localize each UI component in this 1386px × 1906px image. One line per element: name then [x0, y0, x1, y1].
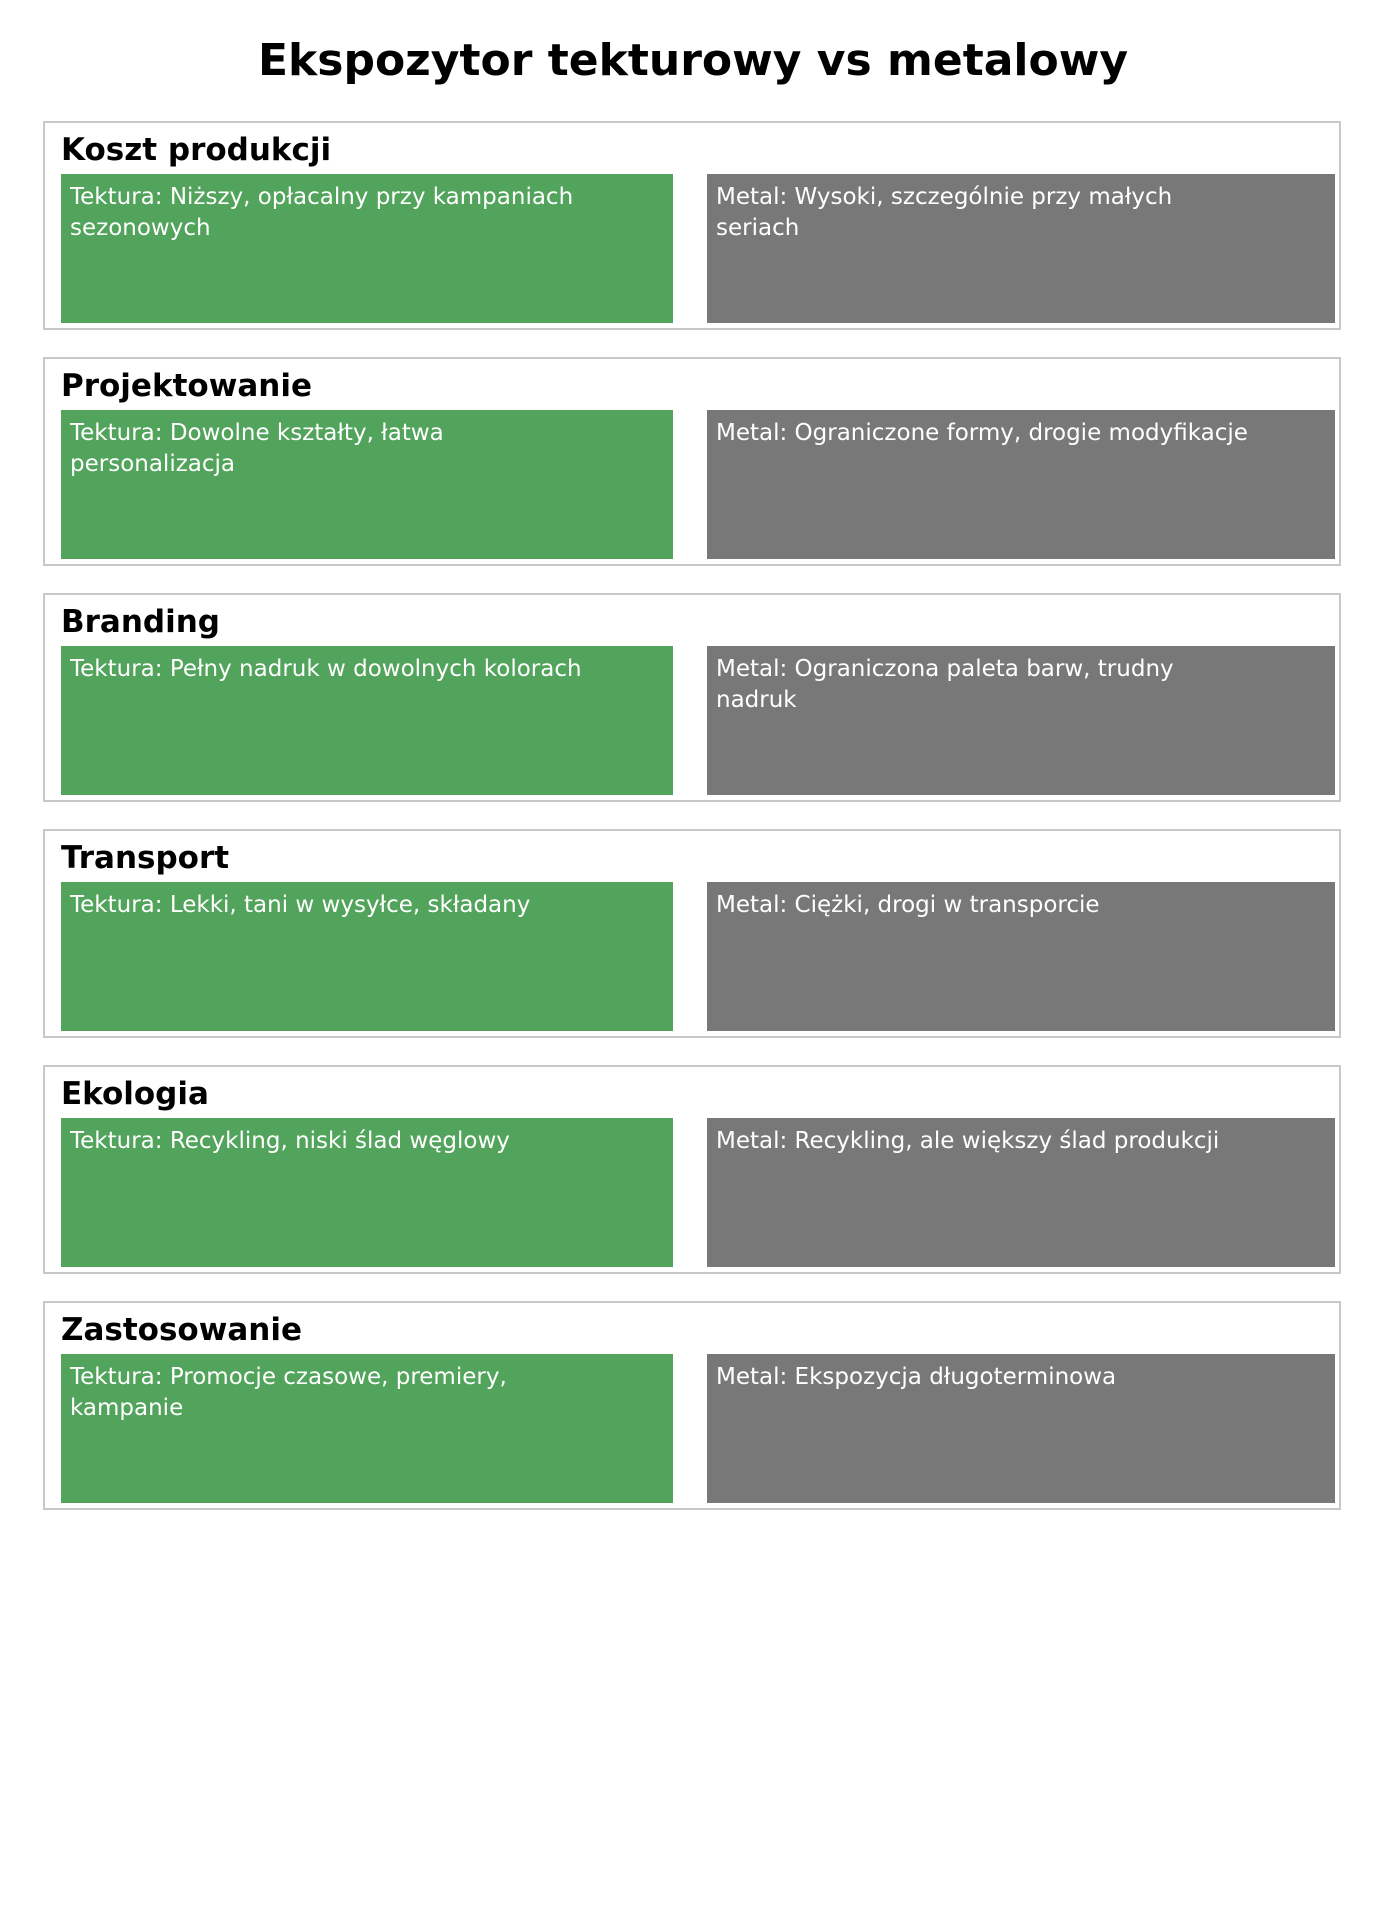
tektura-text: Tektura: Lekki, tani w wysyłce, składany — [70, 892, 531, 918]
tektura-text: Tektura: Promocje czasowe, premiery, kampanie — [70, 1364, 507, 1421]
section-ekologia — [43, 1065, 1341, 1274]
comparison-sections — [43, 121, 1341, 1537]
tektura-text: Tektura: Dowolne kształty, łatwa personalizacja — [70, 420, 444, 477]
metal-text: Metal: Ekspozycja długoterminowa — [716, 1364, 1117, 1390]
section-heading: Koszt produkcji — [61, 132, 332, 168]
section-heading: Ekologia — [61, 1076, 209, 1112]
tektura-box — [61, 1118, 673, 1267]
section-heading: Transport — [61, 840, 230, 876]
tektura-text: Tektura: Recykling, niski ślad węglowy — [70, 1128, 510, 1154]
section-koszt-produkcji — [43, 121, 1341, 330]
tektura-box — [61, 646, 673, 795]
metal-text: Metal: Recykling, ale większy ślad produkcji — [716, 1128, 1220, 1154]
tektura-text: Tektura: Pełny nadruk w dowolnych kolorach — [70, 656, 582, 682]
tektura-box — [61, 882, 673, 1031]
metal-text: Metal: Ograniczone formy, drogie modyfikacje — [716, 420, 1248, 446]
section-zastosowanie — [43, 1301, 1341, 1510]
metal-text: Metal: Wysoki, szczególnie przy małych seriach — [716, 184, 1173, 241]
metal-box — [707, 1354, 1335, 1503]
tektura-box — [61, 1354, 673, 1503]
metal-text: Metal: Ograniczona paleta barw, trudny nadruk — [716, 656, 1174, 713]
metal-box — [707, 410, 1335, 559]
metal-box — [707, 174, 1335, 323]
metal-text: Metal: Ciężki, drogi w transporcie — [716, 892, 1100, 918]
section-transport — [43, 829, 1341, 1038]
tektura-box — [61, 410, 673, 559]
section-branding — [43, 593, 1341, 802]
metal-box — [707, 1118, 1335, 1267]
section-heading: Branding — [61, 604, 220, 640]
tektura-box — [61, 174, 673, 323]
section-heading: Projektowanie — [61, 368, 312, 404]
tektura-text: Tektura: Niższy, opłacalny przy kampaniach sezonowych — [70, 184, 574, 241]
section-heading: Zastosowanie — [61, 1312, 302, 1348]
page-title: Ekspozytor tekturowy vs metalowy — [257, 35, 1129, 86]
section-projektowanie — [43, 357, 1341, 566]
metal-box — [707, 882, 1335, 1031]
metal-box — [707, 646, 1335, 795]
